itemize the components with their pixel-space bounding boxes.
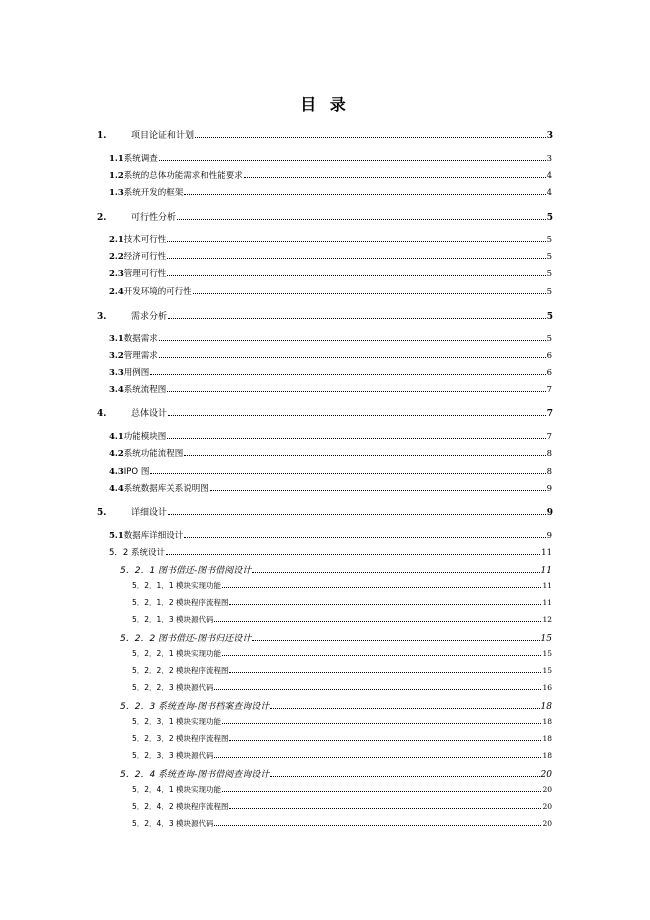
toc-entry-title: 技术可行性 [123, 235, 167, 245]
toc-page-number: 5 [546, 252, 552, 262]
toc-dot-leader [150, 472, 545, 474]
toc-entry-title: 开发环境的可行性 [123, 287, 192, 297]
toc-entry[interactable] [132, 614, 552, 625]
toc-page-number: 12 [542, 615, 552, 624]
toc-entry-title: 5．2．4．3 模块源代码 [132, 819, 214, 828]
toc-dot-leader [168, 317, 546, 319]
toc-entry-title: 系统数据库关系说明图 [123, 484, 209, 494]
toc-entry-title: 5．2．2．2 模块程序流程图 [132, 666, 229, 675]
toc-entry-title: 功能模块图 [123, 432, 167, 442]
toc-dot-leader [195, 136, 546, 138]
toc-entry-title: 管理需求 [123, 351, 158, 361]
toc-entry[interactable] [97, 128, 553, 141]
toc-page-number: 18 [540, 702, 552, 712]
toc-entry[interactable] [120, 767, 552, 780]
toc-page-number: 6 [546, 368, 552, 378]
toc-page-number: 15 [542, 649, 552, 658]
toc-dot-leader [167, 437, 545, 439]
toc-dot-leader [159, 159, 546, 161]
toc-dot-leader [168, 513, 546, 515]
toc-entry[interactable] [109, 285, 552, 297]
toc-entry-title: 5．2．1 图书借还-图书借阅设计 [120, 566, 252, 576]
toc-entry-title: 系统的总体功能需求和性能要求 [123, 171, 243, 181]
toc-entry-number: 3.1 [109, 334, 124, 344]
toc-entry[interactable] [109, 366, 552, 378]
toc-entry-number: 2. [97, 213, 107, 223]
toc-entry[interactable] [132, 648, 552, 659]
toc-page-number: 8 [546, 449, 552, 459]
toc-entry-number: 2.1 [109, 235, 124, 245]
toc-entry-number: 3. [97, 312, 107, 322]
toc-page-number: 5 [546, 312, 553, 322]
toc-dot-leader [270, 707, 539, 709]
toc-dot-leader [167, 274, 545, 276]
toc-page-number: 11 [540, 566, 552, 576]
toc-entry[interactable] [97, 505, 553, 518]
toc-page-number: 7 [546, 409, 553, 419]
toc-entry[interactable] [132, 580, 552, 591]
toc-entry-title: 系统流程图 [123, 385, 167, 395]
toc-title: 目 录 [300, 95, 350, 114]
toc-entry[interactable] [132, 665, 552, 676]
toc-entry-number: 4.2 [109, 449, 124, 459]
toc-dot-leader [229, 603, 541, 605]
toc-page-number: 11 [542, 598, 552, 607]
toc-entry[interactable] [97, 210, 553, 223]
toc-entry-title: 5．2．1．3 模块源代码 [132, 615, 214, 624]
toc-page-number: 15 [542, 666, 552, 675]
toc-entry-number: 3.3 [109, 368, 124, 378]
toc-entry-number: 1. [97, 131, 107, 141]
toc-entry-number: 3.4 [109, 385, 124, 395]
toc-dot-leader [270, 775, 539, 777]
toc-page-number: 20 [542, 819, 552, 828]
toc-entry[interactable] [132, 716, 552, 727]
toc-dot-leader [244, 176, 546, 178]
toc-entry[interactable] [132, 750, 552, 761]
toc-entry-title: 5．2．2．3 模块源代码 [132, 683, 214, 692]
toc-dot-leader [214, 688, 541, 690]
toc-entry[interactable] [132, 597, 552, 608]
toc-page-number: 4 [546, 188, 552, 198]
toc-dot-leader [193, 292, 546, 294]
toc-entry-number: 4.1 [109, 432, 124, 442]
toc-entry-title: 总体设计 [131, 409, 168, 419]
toc-entry-number: 4.3 [109, 467, 124, 477]
toc-page-number: 4 [546, 171, 552, 181]
toc-entry-title: 用例图 [123, 368, 150, 378]
toc-entry[interactable] [120, 631, 552, 644]
toc-page-number: 5 [546, 269, 552, 279]
toc-entry-title: 经济可行性 [123, 252, 167, 262]
toc-entry[interactable] [109, 465, 552, 477]
toc-dot-leader [159, 356, 546, 358]
toc-dot-leader [167, 257, 545, 259]
toc-dot-leader [252, 571, 539, 573]
toc-entry-number: 2.3 [109, 269, 124, 279]
toc-entry[interactable] [109, 169, 552, 181]
toc-page-number: 20 [540, 770, 552, 780]
toc-page-number: 18 [542, 717, 552, 726]
toc-page-number: 11 [541, 548, 552, 558]
toc-entry-title: 5．2．1．1 模块实现功能 [132, 581, 221, 590]
toc-entry-title: 5．2．4．2 模块程序流程图 [132, 802, 229, 811]
toc-page-number: 3 [546, 131, 553, 141]
toc-page-number: 5 [546, 287, 552, 297]
toc-dot-leader [214, 824, 541, 826]
toc-entry[interactable] [109, 267, 552, 279]
toc-dot-leader [222, 654, 541, 656]
toc-dot-leader [214, 756, 541, 758]
toc-entry[interactable] [109, 529, 552, 541]
toc-page-number: 5 [546, 235, 552, 245]
toc-entry-number: 5. [97, 508, 107, 518]
toc-dot-leader [222, 586, 541, 588]
toc-entry-title: 5．2．4．1 模块实现功能 [132, 785, 221, 794]
toc-dot-leader [229, 671, 541, 673]
toc-entry[interactable] [109, 233, 552, 245]
toc-entry[interactable] [109, 383, 552, 395]
toc-dot-leader [177, 218, 546, 220]
toc-entry[interactable] [132, 784, 552, 795]
toc-entry-title: 需求分析 [131, 312, 168, 322]
toc-entry-title: 管理可行性 [123, 269, 167, 279]
toc-dot-leader [159, 339, 546, 341]
toc-page-number: 7 [546, 432, 552, 442]
toc-entry-title: 5．2 系统设计 [109, 548, 166, 558]
toc-page-number: 9 [546, 531, 552, 541]
toc-page-number: 15 [540, 634, 552, 644]
toc-page-number: 7 [546, 385, 552, 395]
toc-page-number: 5 [546, 213, 553, 223]
toc-dot-leader [167, 390, 545, 392]
toc-entry-title: 详细设计 [131, 508, 168, 518]
toc-entry[interactable] [132, 733, 552, 744]
toc-entry[interactable] [120, 699, 552, 712]
toc-page-number: 8 [546, 467, 552, 477]
toc-entry-title: 5．2．1．2 模块程序流程图 [132, 598, 229, 607]
toc-entry[interactable] [109, 482, 552, 494]
toc-page-number: 20 [542, 785, 552, 794]
toc-entry[interactable] [120, 563, 552, 576]
toc-dot-leader [229, 807, 541, 809]
toc-entry-title: 项目论证和计划 [131, 131, 195, 141]
toc-page-number: 6 [546, 351, 552, 361]
toc-page-number: 11 [542, 581, 552, 590]
toc-entry-title: 系统开发的框架 [123, 188, 184, 198]
toc-entry-number: 4.4 [109, 484, 124, 494]
toc-entry[interactable] [109, 152, 552, 164]
toc-dot-leader [214, 620, 541, 622]
toc-entry-number: 2.4 [109, 287, 124, 297]
toc-dot-leader [167, 240, 545, 242]
toc-entry[interactable] [109, 546, 552, 558]
toc-entry[interactable] [109, 186, 552, 198]
toc-dot-leader [150, 373, 545, 375]
toc-entry[interactable] [109, 332, 552, 344]
toc-dot-leader [166, 553, 540, 555]
toc-page-number: 18 [542, 751, 552, 760]
toc-dot-leader [222, 790, 541, 792]
toc-entry-number: 1.3 [109, 188, 124, 198]
toc-page-number: 3 [546, 154, 552, 164]
toc-entry[interactable] [109, 430, 552, 442]
toc-entry-title: IPO 图 [123, 467, 150, 477]
toc-entry[interactable] [109, 250, 552, 262]
toc-entry[interactable] [109, 447, 552, 459]
toc-page-number: 16 [542, 683, 552, 692]
toc-entry-number: 5.1 [109, 531, 124, 541]
toc-entry-title: 可行性分析 [131, 213, 177, 223]
toc-dot-leader [184, 454, 545, 456]
toc-entry[interactable] [132, 801, 552, 812]
toc-entry-title: 系统功能流程图 [123, 449, 184, 459]
toc-entry-number: 2.2 [109, 252, 124, 262]
toc-dot-leader [184, 536, 545, 538]
toc-dot-leader [184, 193, 545, 195]
toc-entry-title: 5．2．2 图书借还-图书归还设计 [120, 634, 252, 644]
toc-entry-title: 数据需求 [123, 334, 158, 344]
toc-entry-title: 系统调查 [123, 154, 158, 164]
toc-entry-title: 数据库详细设计 [123, 531, 184, 541]
toc-dot-leader [210, 489, 546, 491]
toc-entry[interactable] [132, 682, 552, 693]
toc-page-number: 5 [546, 334, 552, 344]
toc-page-number: 9 [546, 484, 552, 494]
toc-entry[interactable] [109, 349, 552, 361]
toc-dot-leader [222, 722, 541, 724]
toc-page-number: 9 [546, 508, 553, 518]
toc-entry-title: 5．2．3．3 模块源代码 [132, 751, 214, 760]
toc-dot-leader [252, 639, 539, 641]
toc-entry[interactable] [97, 309, 553, 322]
toc-page-number: 20 [542, 802, 552, 811]
toc-dot-leader [229, 739, 541, 741]
toc-entry-title: 5．2．4 系统查询-图书借阅查询设计 [120, 770, 270, 780]
toc-entry-number: 1.1 [109, 154, 124, 164]
toc-entry[interactable] [97, 406, 553, 419]
toc-entry-title: 5．2．3．2 模块程序流程图 [132, 734, 229, 743]
toc-entry-title: 5．2．3 系统查询-图书档案查询设计 [120, 702, 270, 712]
toc-dot-leader [168, 414, 546, 416]
toc-entry-number: 1.2 [109, 171, 124, 181]
toc-entry-number: 3.2 [109, 351, 124, 361]
toc-page-number: 18 [542, 734, 552, 743]
toc-entry-title: 5．2．2．1 模块实现功能 [132, 649, 221, 658]
toc-entry[interactable] [132, 818, 552, 829]
toc-entry-number: 4. [97, 409, 107, 419]
toc-entry-title: 5．2．3．1 模块实现功能 [132, 717, 221, 726]
